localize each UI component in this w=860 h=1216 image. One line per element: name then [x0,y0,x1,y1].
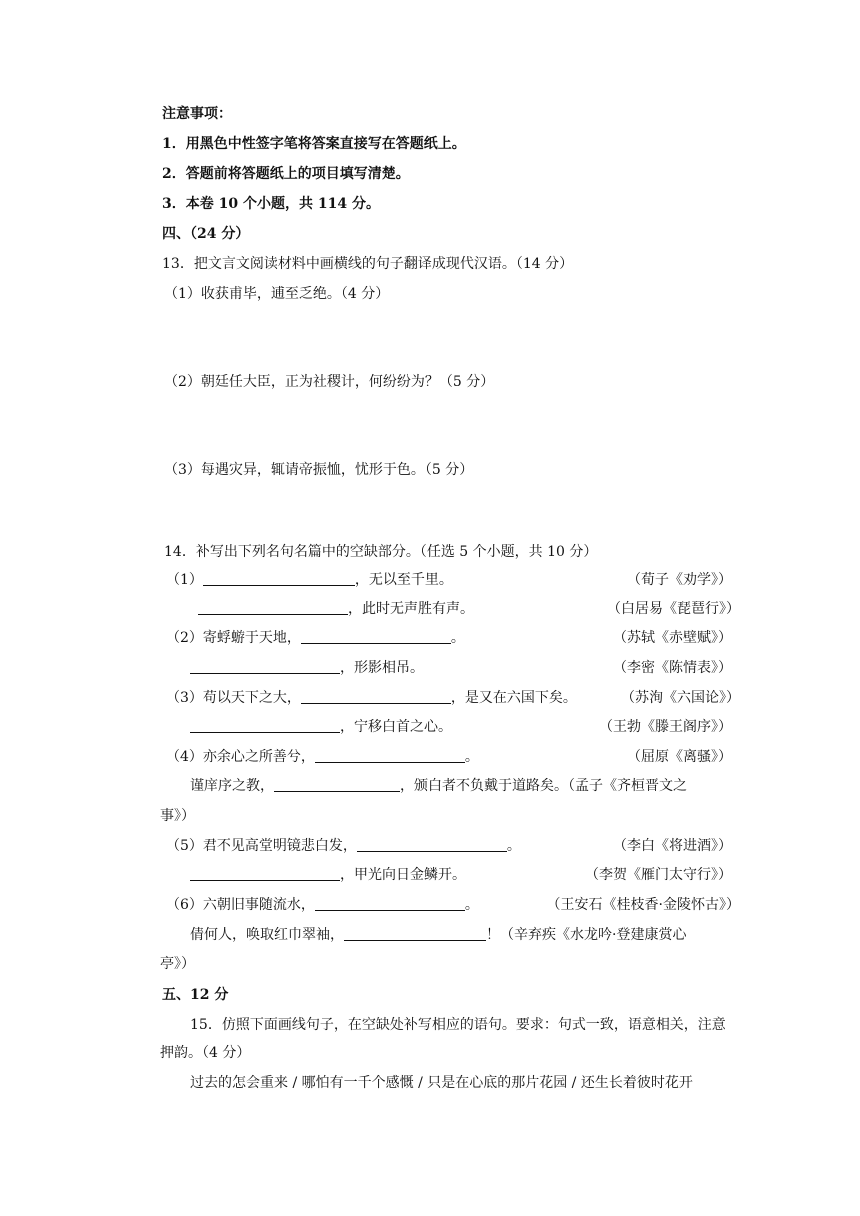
q14-row: ，形影相吊。 [190,658,424,678]
q14-source: （李白《将进酒》） [613,838,732,854]
answer-blank[interactable] [190,866,340,881]
q14-row: （3）苟以天下之大， ，是又在六国下矣。 [166,690,577,706]
q15-prompt: 15．仿照下面画线句子，在空缺处补写相应的语句。要求：句式一致，语意相关，注意 [190,1017,726,1033]
q14-source: （王勃《滕王阁序》） [599,719,732,735]
answer-blank[interactable] [357,837,507,852]
answer-blank[interactable] [301,689,451,704]
q14-row-cont: 事》） [160,808,195,824]
q14-source: （荀子《劝学》） [627,572,732,588]
answer-blank[interactable] [315,896,465,911]
q14-source: （苏洵《六国论》） [621,690,740,706]
q13-item-2: （2）朝廷任大臣，正为社稷计，何纷纷为？（5 分） [164,374,495,390]
q14-source: （王安石《桂枝香·金陵怀古》） [546,897,740,913]
note-item: 3．本卷 10 个小题，共 114 分。 [162,196,380,212]
q14-row: ，甲光向日金鳞开。 [190,865,466,885]
note-item: 2．答题前将答题纸上的项目填写清楚。 [162,166,410,182]
q14-row: ，宁移白首之心。 [190,717,452,737]
q14-row: （4）亦余心之所善兮， 。 [166,749,479,765]
q14-source: （李贺《雁门太守行》） [585,867,732,883]
section5-heading: 五、12 分 [162,987,229,1003]
answer-blank[interactable] [190,659,340,674]
answer-blank[interactable] [344,926,486,941]
q14-row-cont: 亭》） [160,956,195,972]
note-item: 1．用黑色中性签字笔将答案直接写在答题纸上。 [162,136,466,152]
answer-blank[interactable] [190,718,340,733]
answer-blank[interactable] [315,748,465,763]
answer-blank[interactable] [301,629,451,644]
q14-row: 谨庠序之教， ，颁白者不负戴于道路矣。（孟子《齐桓晋文之 [190,778,687,794]
q14-row: 倩何人，唤取红巾翠袖， ！（辛弃疾《水龙吟·登建康赏心 [190,927,687,943]
q13-item-3: （3）每遇灾异，辄请帝振恤，忧形于色。（5 分） [164,462,474,478]
q13-item-1: （1）收获甫毕，逋至乏绝。（4 分） [164,286,390,302]
q14-row: ，此时无声胜有声。 [198,599,474,619]
q14-prompt: 14．补写出下列名句名篇中的空缺部分。（任选 5 个小题，共 10 分） [164,544,598,560]
answer-blank[interactable] [198,600,348,615]
q14-row: （5）君不见高堂明镜悲白发， 。 [166,838,521,854]
q13-prompt: 13．把文言文阅读材料中画横线的句子翻译成现代汉语。（14 分） [162,256,574,272]
q14-num: （1） [166,572,203,588]
q15-example: 过去的怎会重来 / 哪怕有一千个感慨 / 只是在心底的那片花园 / 还生长着彼时花开 [190,1075,693,1091]
answer-blank[interactable] [274,777,400,792]
answer-blank[interactable] [203,571,355,586]
q14-source: （屈原《离骚》） [627,749,732,765]
q14-row: （2）寄蜉蝣于天地， 。 [166,630,465,646]
q14-source: （白居易《琵琶行》） [607,601,740,617]
section4-heading: 四、（24 分） [162,226,250,242]
q14-row: （1） ，无以至千里。 [166,572,453,588]
q15-prompt-cont: 押韵。（4 分） [160,1045,251,1061]
q14-source: （苏轼《赤壁赋》） [613,630,732,646]
q14-row: （6）六朝旧事随流水， 。 [166,897,479,913]
q14-source: （李密《陈情表》） [613,660,732,676]
notes-heading: 注意事项： [162,106,232,122]
